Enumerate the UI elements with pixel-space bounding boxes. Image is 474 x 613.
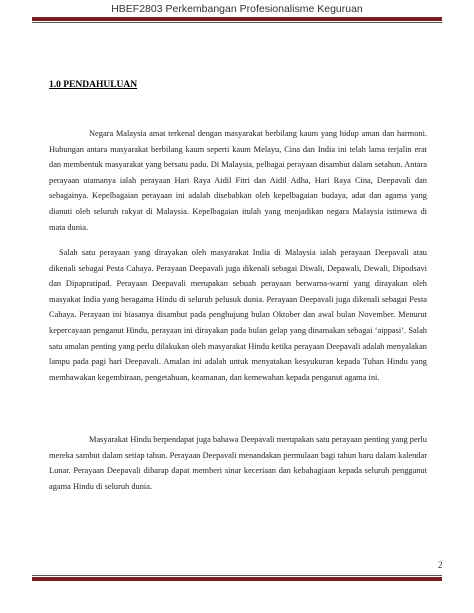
page-number: 2: [438, 560, 443, 570]
header-rule-thick: [32, 17, 442, 21]
paragraph-intro: Negara Malaysia amat terkenal dengan masyarakat berbilang kaum yang hidup aman dan harmoni. Hubungan antara masyarakat berbilang kaum seperti kaum Melayu, Cina dan India ini telah lama terjalin erat dan membentuk masyarakat yang bersatu padu. Di Malaysia, pelbagai perayaan disambut dalam setahun. Antara perayaan utamanya ialah perayaan Hari Raya Aidil Fitri dan Aidil Adha, Hari Raya Cina, Deepavali dan sebagainya. Kepelbagaian perayaan ini adalah disebabkan oleh kepelbagaian budaya, adat dan agama yang dianuti oleh seluruh rakyat di Malaysia. Kepelbagaian itulah yang menjadikan negara Malaysia istimewa di mata dunia.: [49, 129, 427, 232]
paragraph-deepavali: Salah satu perayaan yang dirayakan oleh masyarakat India di Malaysia ialah perayaan Deepavali atau dikenali sebagai Pesta Cahaya. Perayaan Deepavali juga dikenali sebagai Diwali, Depawali, Dewali, Dipodsavi dan Dipapratipad. Perayaan Deepavali merupakan sebuah perayaan berwarna-warni yang dirayakan oleh masyakat India yang beragama Hindu di seluruh pelusuk dunia. Perayaan Deepavali juga dikenali sebagai Pesta Cahaya. Perayaan ini biasanya disambut pada penghujung bulan Oktober dan awal bulan November. Menurut kepercayaan penganut Hindu, perayaan ini dirayakan pada bulan gelap yang dinamakan sebagai ‘aippasi’. Salah satu amalan penting yang perlu dilakukan oleh masyarakat Hindu ketika perayaan Deepavali adalah menyalakan lampu pada pagi hari Deepavali. Amalan ini adalah untuk menyatakan kesyukuran kepada Tuhan Hindu yang membawakan kegembiraan, pengetahuan, keamanan, dan kemewahan kepada penganut agama ini.: [49, 248, 427, 382]
footer-rule-thin: [32, 575, 442, 576]
paragraph-significance: Masyarakat Hindu berpendapat juga bahawa Deepavali merupakan satu perayaan penting yang perlu mereka sambut dalam setiap tahun. Perayaan Deepavali menandakan permulaan bagi tahun baru dalam kalendar Lunar. Perayaan Deepavali diharap dapat memberi sinar keceriaan dan kebahagiaan kepada seluruh pengganut agama Hindu di seluruh dunia.: [49, 435, 427, 491]
section-heading: 1.0 PENDAHULUAN: [49, 80, 138, 90]
running-header-title: HBEF2803 Perkembangan Profesionalisme Keguruan: [111, 3, 363, 15]
header-rule-thin: [32, 22, 442, 23]
footer-rule-thick: [32, 577, 442, 581]
